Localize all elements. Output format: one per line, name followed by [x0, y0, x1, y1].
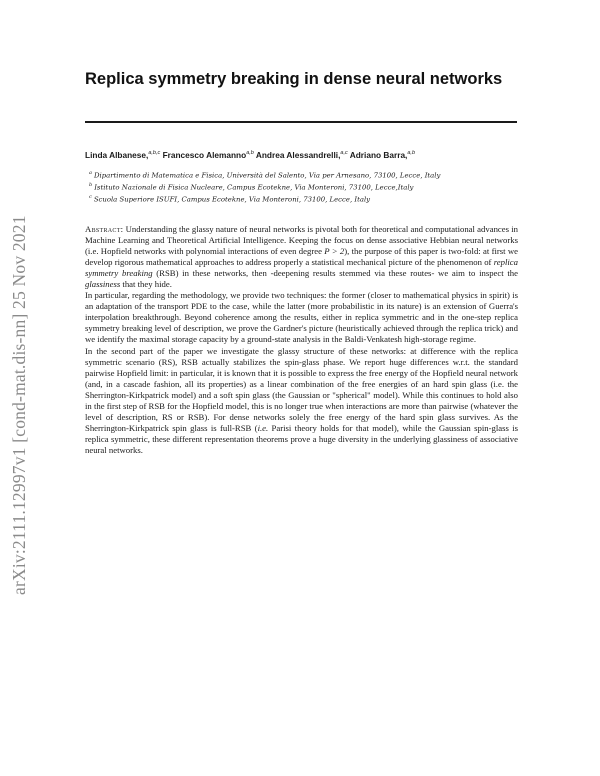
affiliation-key: c — [89, 194, 92, 200]
emphasis-text: glassiness — [85, 279, 121, 290]
author-list — [85, 150, 415, 160]
author-name: Andrea Alessandrelli, — [255, 150, 341, 160]
abstract-text: ), the purpose of this paper is two-fold: at first we develop rigorous mathematical approaches to address properly a statistical mechanical picture of the phenomenon of — [85, 246, 518, 268]
author-name: Linda Albanese, — [85, 150, 149, 160]
arxiv-identifier: arXiv:2111.12997v1 [cond-mat.dis-nn] 25 Nov 2021 — [9, 215, 29, 595]
author-affiliation-marks: a,b — [246, 150, 254, 157]
abstract — [85, 224, 518, 456]
author-affiliation-marks: a,c — [340, 150, 348, 157]
affiliation-item — [89, 194, 370, 203]
author-name: Adriano Barra, — [349, 150, 408, 160]
abstract-paragraph: In particular, regarding the methodology, we provide two techniques: the former (closer to mathematical physics in spirit) is an adaptation of the transport PDE to the case, while the latter (more probabilistic in its nature) is an extension of Guerra's interpolation breakthrough. Beyond coherence among the results, either in replica symmetric and in the one-step replica symmetry breaking level of description, we prove the Gardner's picture (heuristically achieved through the replica trick) and we identify the maximal storage capacity by a ground-state analysis in the Baldi-Venkatesh high-storage regime. — [85, 290, 518, 345]
affiliation-text: Istituto Nazionale di Fisica Nucleare, Campus Ecotekne, Via Monteroni, 73100, Lecce,Italy — [94, 183, 414, 192]
author-affiliation-marks: a,b,c — [148, 150, 161, 157]
affiliation-item — [89, 182, 413, 191]
abstract-text: In the second part of the paper we investigate the glassy structure of these networks: at difference with the replica symmetric scenario (RS), RSB actually stabilizes the spin-glass phase. We report huge differences w.r.t. the standard pairwise Hopfield limit: in particular, it is known that it is possible to express the free energy of the Hopfield neural network (and, in a cascade fashion, all its properties) as a linear combination of the free energies of an hard spin glass (i.e. the Sherrington-Kirkpatrick model) and a soft spin glass (the Gaussian or "spherical" model). While this continues to hold also in the first step of RSB for the Hopfield model, this is no longer true when interactions are more than pairwise (whatever the level of description, RS or RSB). For dense networks solely the free energy of the hard spin glass survives. As the Sherrington-Kirkpatrick spin glass is full-RSB ( — [85, 345, 518, 433]
emphasis-text: i.e. — [257, 422, 269, 433]
affiliation-key: a — [89, 170, 92, 176]
math-expression: P > 2 — [324, 246, 345, 257]
abstract-paragraph — [85, 346, 518, 456]
affiliation-key: b — [89, 182, 93, 188]
abstract-text: Understanding the glassy nature of neural networks is pivotal both for theoretical and computational advances in Machine Learning and Theoretical Artificial Intelligence. Keeping the focus on dense associative Hebbian neural networks (i.e. Hopfield networks with polynomial interactions of even degree — [85, 224, 518, 257]
author-affiliation-marks: a,b — [407, 150, 416, 157]
abstract-text: (RSB) in these networks, then -deepening results stemmed via these routes- we aim to inspect the — [152, 268, 518, 279]
affiliation-text: Scuola Superiore ISUFI, Campus Ecotekne, Via Monteroni, 73100, Lecce, Italy — [93, 195, 371, 204]
abstract-label: Abstract: — [85, 224, 124, 234]
abstract-paragraph — [85, 224, 518, 290]
paper-title: Replica symmetry breaking in dense neural networks — [85, 70, 503, 88]
abstract-text: Parisi theory holds for that model), while the Gaussian spin-glass is replica symmetric, these different representation theorems prove a huge diversity in the underlying glassiness of associative neural networks. — [85, 422, 518, 455]
author-name: Francesco Alemanno — [162, 150, 247, 160]
affiliation-text: Dipartimento di Matematica e Fisica, Università del Salento, Via per Arnesano, 73100, Lecce, Italy — [93, 171, 441, 180]
emphasis-text: replica symmetry breaking — [85, 257, 518, 279]
affiliation-item — [89, 170, 440, 179]
title-rule — [85, 121, 517, 123]
abstract-text: that they hide. — [120, 279, 172, 290]
